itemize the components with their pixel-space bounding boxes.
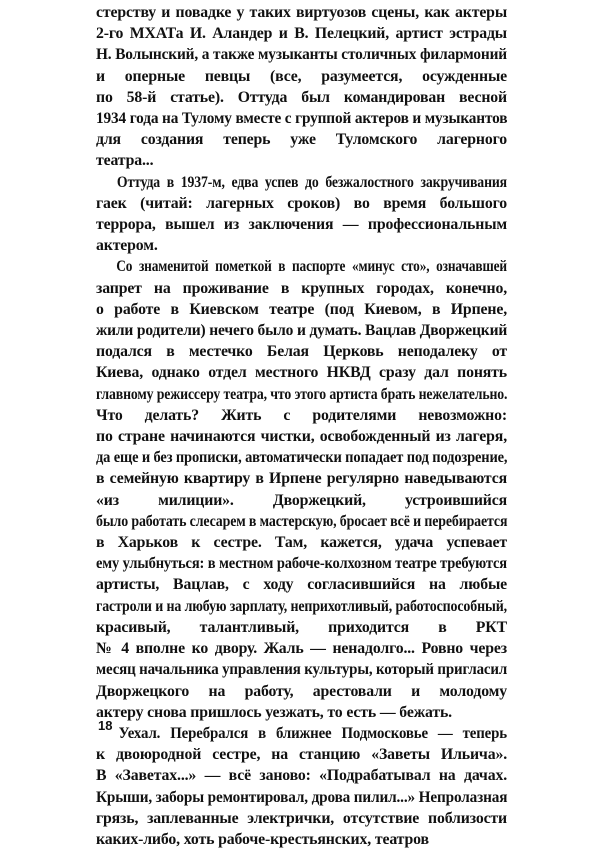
- book-page-text: [96, 2, 507, 850]
- text-line: В «Заветах...» — всё заново: «Подрабатывал на дачах.: [96, 767, 507, 785]
- text-line: и оперные певцы (все, разумеется, осужденные: [96, 67, 507, 85]
- text-line: по стране начинаются чистки, освобожденный из лагеря,: [96, 428, 507, 446]
- text-line: гастроли и на любую зарплату, неприхотливый, работоспособный,: [96, 597, 507, 615]
- text-line: Дворжецкого на работу, арестовали и молодому: [96, 682, 507, 700]
- text-line: № 4 вполне ко двору. Жаль — ненадолго... Ровно через: [96, 640, 507, 658]
- text-line: запрет на проживание в крупных городах, конечно,: [96, 279, 507, 297]
- text-line: главному режиссеру театра, что этого артиста брать нежелательно.: [96, 385, 508, 403]
- text-line: к двоюродной сестре, на станцию «Заветы Ильича».: [96, 746, 507, 764]
- text-line: Уехал. Перебрался в ближнее Подмосковье — теперь: [118, 724, 507, 742]
- text-line: террора, вышел из заключения — профессиональным: [96, 216, 507, 234]
- paragraph: [96, 723, 507, 850]
- text-line: гаек (читай: лагерных сроков) во время большого: [96, 194, 507, 212]
- paragraph: [96, 2, 507, 172]
- text-line: Киева, однако отдел местного НКВД сразу дал понять: [96, 364, 507, 382]
- text-line: актером.: [96, 237, 158, 255]
- text-line: Н. Волынский, а также музыканты столичных филармоний: [96, 46, 507, 64]
- text-line: стерству и повадке у таких виртуозов сцены, как актеры: [96, 4, 507, 21]
- text-line: да еще и без прописки, автоматически попадает под подозрение,: [96, 449, 508, 467]
- text-line: о работе в Киевском театре (под Киевом, в Ирпене,: [96, 300, 507, 318]
- paragraph: [96, 172, 507, 257]
- text-line: Со знаменитой пометкой в паспорте «минус сто», означавшей: [116, 258, 507, 276]
- text-line: было работать слесарем в мастерскую, бросает всё и перебирается: [96, 512, 508, 530]
- text-line: каких-либо, хоть рабоче-крестьянских, театров: [96, 830, 429, 848]
- text-line: Оттуда в 1937-м, едва успев до безжалостного закручивания: [116, 173, 507, 191]
- text-line: грязь, заплеванные электрички, отсутствие поблизости: [96, 809, 507, 827]
- text-line: в Харьков к сестре. Там, кажется, удача успевает: [96, 534, 507, 552]
- text-line: «из милиции». Дворжецкий, устроившийся: [96, 491, 507, 509]
- text-line: актеру снова пришлось уезжать, то есть — бежать.: [96, 703, 452, 721]
- text-line: жили родители) нечего было и думать. Вацлав Дворжецкий: [96, 322, 508, 340]
- text-line: для создания теперь уже Туломского лагерного: [96, 131, 507, 149]
- text-line: Что делать? Жить с родителями невозможно:: [96, 406, 507, 424]
- page-number: 18: [98, 718, 113, 733]
- text-line: Крыши, заборы ремонтировал, дрова пилил...» Непролазная: [96, 788, 508, 806]
- text-line: 2-го МХАТа И. Аландер и В. Пелецкий, артист эстрады: [96, 25, 507, 43]
- text-line: по 58-й статье). Оттуда был командирован весной: [96, 88, 507, 106]
- text-line: красивый, талантливый, приходится в РКТ: [96, 618, 507, 636]
- text-line: артисты, Вацлав, с ходу согласившийся на любые: [96, 576, 507, 594]
- text-line: 1934 года на Тулому вместе с группой актеров и музыкантов: [96, 110, 508, 128]
- text-line: в семейную квартиру в Ирпене регулярно наведываются: [96, 470, 507, 488]
- text-line: ему улыбнуться: в местном рабоче-колхозном театре требуются: [96, 555, 507, 573]
- text-line: театра...: [96, 152, 154, 170]
- text-line: подался в местечко Белая Церковь неподалеку от: [96, 343, 507, 361]
- text-line: месяц начальника управления культуры, который пригласил: [96, 661, 508, 679]
- paragraph: [96, 256, 507, 722]
